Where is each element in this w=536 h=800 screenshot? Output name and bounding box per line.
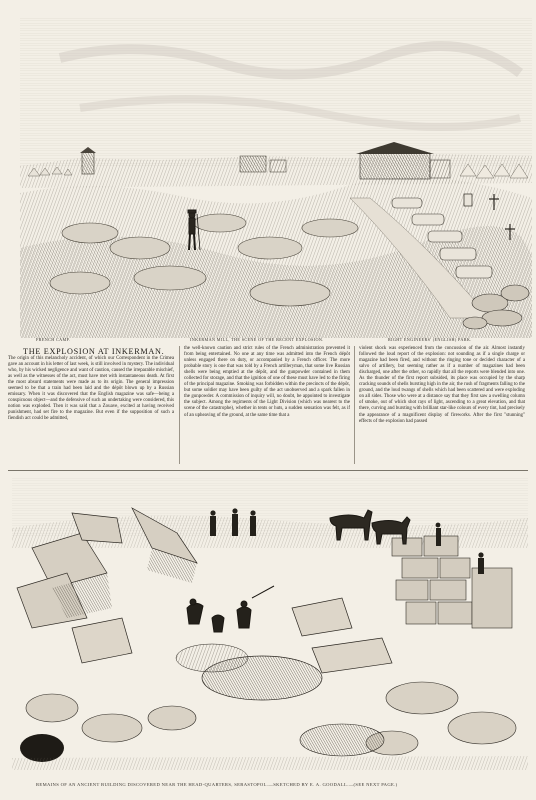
column-divider	[354, 346, 355, 464]
article-column-2: the well-known caution and strict rules of the French administration prevented it from being entertained. No one at any time was admitted into the French dépôt unless engaged there on duty, or accompanied by a French officer. The more probable story is one that was told by a French artilleryman, that some live Russian shells were being emptied at the dépôt, and the gunpowder contained in them collected for storage, and that the ignition of one of these must have led to the firing of the principal magazine. Smoking was forbidden within the precincts of the dépôt, but some soldier may have been guilty of the act unobserved and a spark fallen in the gunpowder. A commission of inquiry will, no doubt, be appointed to investigate the subject. Among the regiments of the Light Division (which was nearest to the scene of the catastrophe), whether in tents or huts, a sudden sensation was felt, as if of an upheaving of the ground, at the same time that a	[184, 346, 350, 418]
top-engraving	[20, 18, 532, 338]
article-column-1: The origin of this melancholy accident, of which our Correspondent in the Crimea gave an account in his letter of last week, is still involved in mystery. The individual who, by his wicked negligence and want of caution, caused the irreparable mischief, as well as the witnesses of the act, must have met with instantaneous death. At first the most absurd statements were made as to its origin. The general impression seemed to be that a train had been laid and the dépôt blown up by a Russian emissary. When it was discovered that the English magazine was safe—being a conspicuous object—and the defensive of such an undertaking were considered, this notion was exploded. Then it was said that a Zouave, excited at having received punishment, had set fire to the magazine. But even if the supposition of such a fiendish act could be admitted,	[8, 356, 174, 422]
caption-french-camp: FRENCH CAMP.	[36, 337, 71, 342]
article-column-3: violent shock was experienced from the concussion of the air. Almost instantly followed the loud report of the explosion: not sounding as if a single charge or magazine had been fired, and without the ringing tone or decided character of a salvo of artillery, but seeming rather as if a number of magazines had been discharged, one after the other, so rapidly that all the reports were blended into one. As the thunder of the first report subsided, its place was occupied by the sharp cracking sounds of shells bursting high in the air, the rush of fragments falling to the ground, and the loud twangs of shells which had been scattered and were exploding on all sides. Those who were at a distance say that they first saw a swelling column of smoke, out of which shot rays of light, ascending to a great elevation, and that there, curving and bursting with brilliant star-like colours of every tint, had precisely the appearance of a magnificent display of fireworks. After the first "stunning" effects of the explosion had passed	[359, 346, 525, 424]
section-rule	[8, 470, 528, 471]
column-divider	[179, 346, 180, 464]
bottom-engraving	[12, 478, 528, 770]
article-headline: THE EXPLOSION AT INKERMAN.	[23, 347, 165, 356]
caption-ancient-building: REMAINS OF AN ANCIENT BUILDING DISCOVERED NEAR THE HEAD-QUARTERS, SEBASTOPOL.—SKETCHED BY E. A. GOODALL.—(SEE NEXT PAGE.)	[36, 782, 398, 787]
caption-engineers-park: RIGHT ENGINEERS' (ENGLISH) PARK.	[388, 337, 472, 342]
caption-inkerman-mill: INKERMAN MILL, THE SCENE OF THE RECENT EXPLOSION.	[190, 337, 324, 342]
